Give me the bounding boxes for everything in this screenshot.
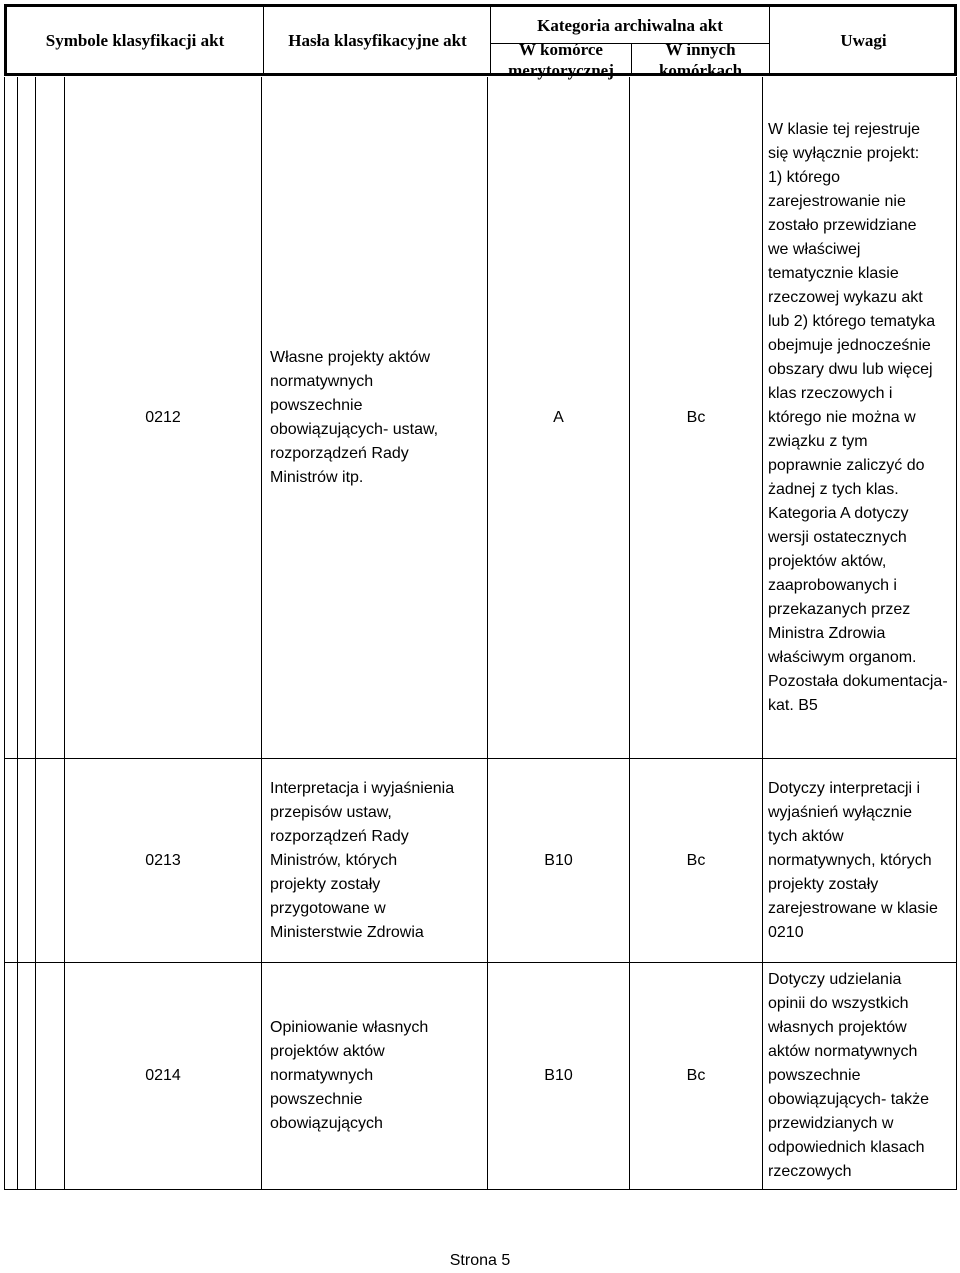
row-0213-category-other: Bc xyxy=(686,851,706,869)
row-0212-category-cell: A xyxy=(553,408,564,426)
page-number: Strona 5 xyxy=(449,1252,511,1269)
table-header xyxy=(4,4,957,80)
header-keywords: Hasła klasyfikacyjne akt xyxy=(288,30,467,50)
row-0213-keyword: Interpretacja i wyjaśnienia przepisów ustaw, rozporządzeń Rady Ministrów, których projekty zostały przygotowane w Ministerstwie Zdrowia xyxy=(270,779,455,941)
row-0214-category-cell: B10 xyxy=(544,1067,573,1084)
row-0212-notes: W klasie tej rejestruje się wyłącznie projekt: 1) którego zarejestrowanie nie zostało przewidziane we właściwej tematycznie klasie rzeczowej wykazu akt lub 2) którego tematyka obejmuje jednocześnie obszary dwu lub więcej klas rzeczowych i którego nie można w związku z tym poprawnie zaliczyć do żadnej z tych klas. Kategoria A dotyczy wersji ostatecznych projektów aktów, zaaprobowanych i przekazanych przez Ministra Zdrowia właściwym organom. Pozostała dokumentacja- kat. B5 xyxy=(768,120,948,714)
row-0213-category-cell: B10 xyxy=(544,851,573,869)
row-0213-notes: Dotyczy interpretacji i wyjaśnień wyłącznie tych aktów normatywnych, których projekty zostały zarejestrowane w klasie 0210 xyxy=(768,779,938,941)
row-0214-symbol: 0214 xyxy=(145,1067,181,1084)
header-in-other: W innych komórkach xyxy=(658,39,743,80)
header-notes: Uwagi xyxy=(840,30,887,50)
header-category: Kategoria archiwalna akt xyxy=(537,15,723,35)
row-0214-category-other: Bc xyxy=(686,1067,706,1084)
row-0212-symbol: 0212 xyxy=(145,408,181,426)
row-0212-keyword: Własne projekty aktów normatywnych powszechnie obowiązujących- ustaw, rozporządzeń Rady Ministrów itp. xyxy=(270,348,439,486)
row-0212-category-other: Bc xyxy=(686,408,706,426)
row-0213-symbol: 0213 xyxy=(145,851,181,869)
row-0214-keyword: Opiniowanie własnych projektów aktów normatywnych powszechnie obowiązujących xyxy=(270,1019,429,1132)
header-symbols: Symbole klasyfikacji akt xyxy=(45,30,225,50)
header-in-cell: W komórce merytorycznej xyxy=(508,39,614,80)
row-0214-notes: Dotyczy udzielania opinii do wszystkich własnych projektów aktów normatywnych powszechnie obowiązujących- także przewidzianych w odpowiednich klasach rzeczowych xyxy=(768,971,929,1180)
